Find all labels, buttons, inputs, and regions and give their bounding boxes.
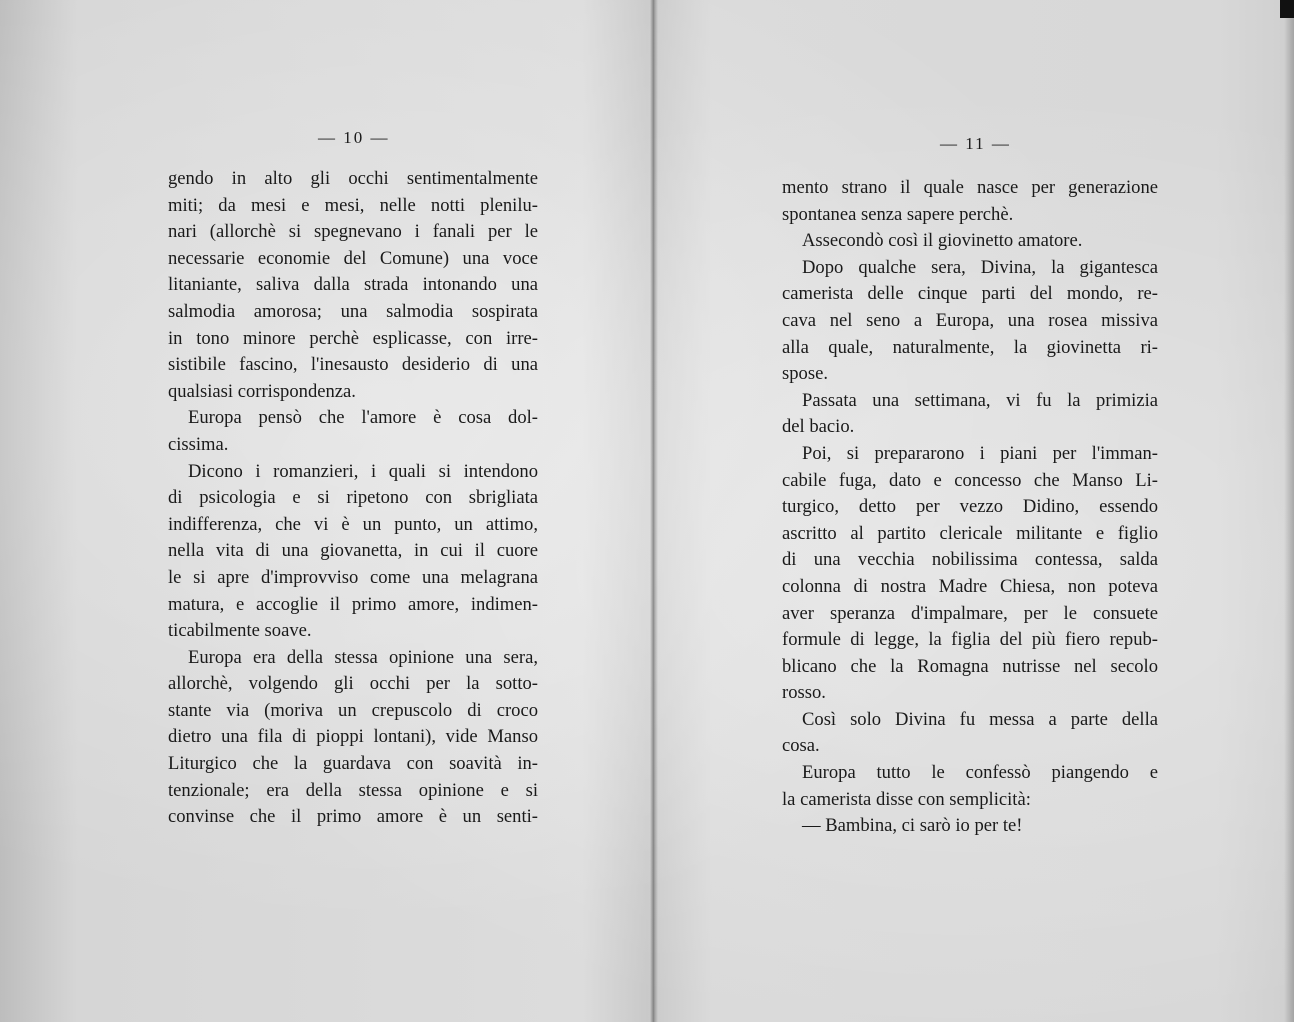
text-line: Dopo qualche sera, Divina, la gigantesca <box>802 256 1158 278</box>
text-line: spose. <box>782 363 828 385</box>
text-line: del bacio. <box>782 416 855 438</box>
text-line: litaniante, saliva dalla strada intonando una <box>168 274 538 296</box>
text-line: indifferenza, che vi è un punto, un attimo, <box>168 513 538 535</box>
text-line: nella vita di una giovanetta, in cui il cuore <box>168 540 538 562</box>
text-line: in tono minore perchè esplicasse, con irre- <box>168 327 538 349</box>
text-line: cabile fuga, dato e concesso che Manso Li- <box>782 469 1158 491</box>
text-line: ticabilmente soave. <box>168 620 312 642</box>
text-line: salmodia amorosa; una salmodia sospirata <box>168 300 538 322</box>
scan-corner <box>1280 0 1294 18</box>
right-page <box>658 0 1294 1022</box>
text-line: Europa era della stessa opinione una sera, <box>188 646 538 668</box>
text-line: matura, e accoglie il primo amore, indimen- <box>168 593 538 615</box>
book-gutter <box>650 0 658 1022</box>
text-line: necessarie economie del Comune) una voce <box>168 247 538 269</box>
text-line: Europa pensò che l'amore è cosa dol- <box>188 407 538 429</box>
text-line: di psicologia e si ripetono con sbrigliata <box>168 487 538 509</box>
text-line: sistibile fascino, l'inesausto desiderio di una <box>168 354 538 376</box>
text-line: Poi, si prepararono i piani per l'imman- <box>802 442 1158 464</box>
text-line: aver speranza d'impalmare, per le consuete <box>782 602 1158 624</box>
text-line: dietro una fila di pioppi lontani), vide Manso <box>168 726 538 748</box>
text-line: Passata una settimana, vi fu la primizia <box>802 389 1158 411</box>
text-line: spontanea senza sapere perchè. <box>782 203 1014 225</box>
left-page-body <box>168 166 538 831</box>
text-line: cava nel seno a Europa, una rosea missiva <box>782 309 1158 331</box>
text-line: gendo in alto gli occhi sentimentalmente <box>168 168 538 189</box>
text-line: colonna di nostra Madre Chiesa, non poteva <box>782 575 1158 597</box>
text-line: mento strano il quale nasce per generazione <box>782 177 1158 198</box>
page-edge-shadow <box>1284 0 1294 1022</box>
text-line: di una vecchia nobilissima contessa, salda <box>782 549 1158 571</box>
text-line: blicano che la Romagna nutrisse nel secolo <box>782 655 1158 677</box>
text-line: le si apre d'improvviso come una melagrana <box>168 566 538 588</box>
text-line: ascritto al partito clericale militante e figlio <box>782 522 1158 544</box>
text-line: cissima. <box>168 433 229 455</box>
text-line: Liturgico che la guardava con soavità in- <box>168 753 538 775</box>
text-line: Così solo Divina fu messa a parte della <box>802 708 1158 730</box>
text-line: miti; da mesi e mesi, nelle notti plenilu- <box>168 194 538 216</box>
text-line: qualsiasi corrispondenza. <box>168 380 356 402</box>
text-line: rosso. <box>782 682 826 704</box>
text-line: cosa. <box>782 735 820 757</box>
text-line: la camerista disse con semplicità: <box>782 788 1031 810</box>
text-line: stante via (moriva un crepuscolo di croco <box>168 699 538 721</box>
text-line: formule di legge, la figlia del più fiero repub- <box>782 629 1158 651</box>
text-line: alla quale, naturalmente, la giovinetta ri- <box>782 336 1158 358</box>
text-line: nari (allorchè si spegnevano i fanali per le <box>168 221 538 243</box>
text-line: Europa tutto le confessò piangendo e <box>802 762 1158 784</box>
text-line: tenzionale; era della stessa opinione e si <box>168 779 538 801</box>
right-page-body <box>782 175 1158 840</box>
text-line: Assecondò così il giovinetto amatore. <box>802 230 1083 252</box>
page-number-left: — 10 — <box>318 128 390 147</box>
text-line: Dicono i romanzieri, i quali si intendono <box>188 460 538 482</box>
text-line: convinse che il primo amore è un senti- <box>168 806 538 828</box>
text-line: turgico, detto per vezzo Didino, essendo <box>782 496 1158 518</box>
text-line: allorchè, volgendo gli occhi per la sotto- <box>168 673 538 695</box>
text-line: — Bambina, ci sarò io per te! <box>802 815 1023 837</box>
text-line: camerista delle cinque parti del mondo, re- <box>782 283 1158 305</box>
page-number-right: — 11 — <box>940 134 1011 153</box>
